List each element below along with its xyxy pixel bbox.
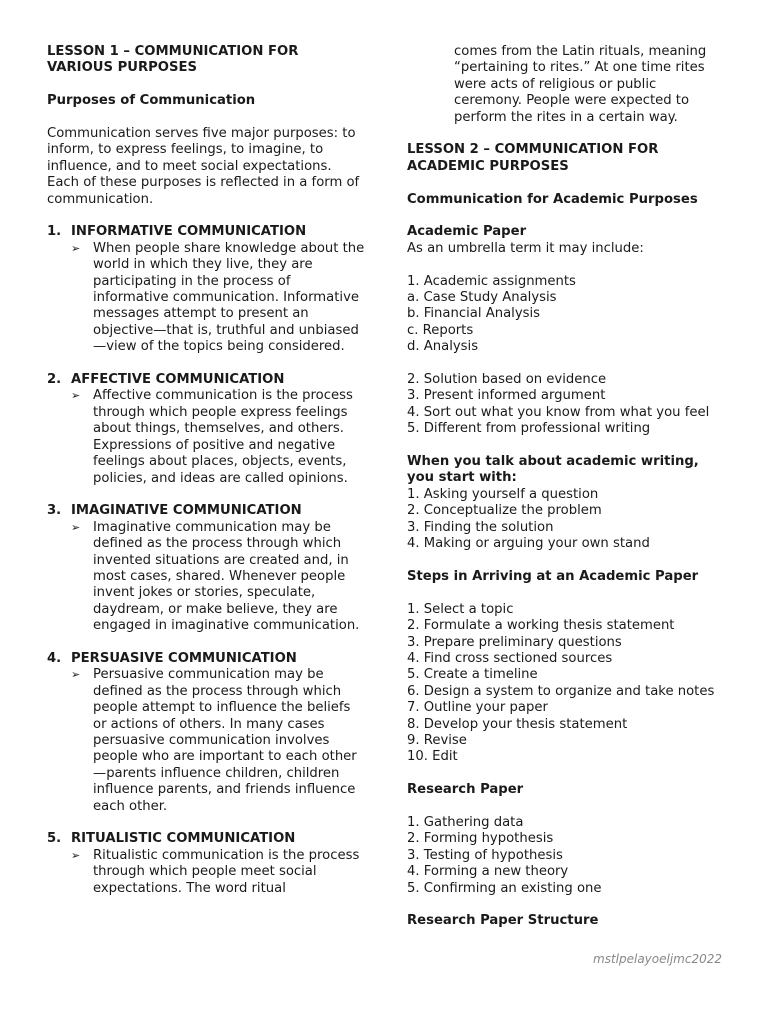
- left-column: [47, 44, 365, 897]
- arrow-bullet-icon: ➢: [71, 241, 81, 255]
- item-title: IMAGINATIVE COMMUNICATION: [71, 503, 302, 519]
- list-item: 3. Testing of hypothesis: [407, 847, 563, 863]
- purposes-heading: Purposes of Communication: [47, 93, 256, 109]
- list-item: [47, 651, 365, 815]
- list-item: 2. Formulate a working thesis statement: [407, 618, 675, 634]
- structure-heading: Research Paper Structure: [407, 913, 599, 929]
- list-item: 4. Forming a new theory: [407, 864, 569, 880]
- list-item: 5. Create a timeline: [407, 667, 538, 683]
- arrow-bullet-icon: ➢: [71, 668, 81, 682]
- item-number: 2.: [47, 372, 62, 388]
- list-item: 4. Sort out what you know from what you feel: [407, 404, 710, 420]
- list-item: 8. Develop your thesis statement: [407, 716, 628, 732]
- list-item: 7. Outline your paper: [407, 700, 548, 716]
- list-item: 2. Conceptualize the problem: [407, 503, 602, 519]
- item-number: 3.: [47, 503, 62, 519]
- item-title: AFFECTIVE COMMUNICATION: [71, 372, 285, 388]
- writing-heading: When you talk about academic writing, you start with:: [407, 454, 699, 486]
- right-column: [407, 44, 727, 930]
- academic-paper-heading: Academic Paper: [407, 224, 527, 240]
- item-text: Affective communication is the process through which people express feelings about things, themselves, and others. Expressions of positive and negative feelings about places, objects, events, policies, and ideas are called opinions.: [93, 388, 353, 486]
- item-text: When people share knowledge about the world in which they live, they are participating in the process of informative communication. Informative messages attempt to present an objective—that is, truthful and unbiased—view of the topics being considered.: [93, 240, 365, 355]
- list-item: 6. Design a system to organize and take notes: [407, 683, 715, 699]
- list-item: [47, 831, 365, 897]
- list-item: 3. Finding the solution: [407, 519, 554, 535]
- list-item: 1. Academic assignments: [407, 273, 576, 289]
- list-item: 10. Edit: [407, 749, 458, 765]
- list-item: 1. Gathering data: [407, 814, 524, 830]
- list-item: d. Analysis: [407, 339, 479, 355]
- list-item: 2. Solution based on evidence: [407, 372, 607, 388]
- lesson2-title: LESSON 2 – COMMUNICATION FOR ACADEMIC PURPOSES: [407, 142, 659, 174]
- footer-watermark: mstlpelayoeljmc2022: [593, 952, 722, 966]
- list-item: 5. Confirming an existing one: [407, 880, 602, 896]
- item-text: Ritualistic communication is the process through which people meet social expectations. The word ritual: [93, 847, 360, 896]
- list-item: c. Reports: [407, 322, 474, 338]
- list-item: 4. Making or arguing your own stand: [407, 536, 650, 552]
- item-title: INFORMATIVE COMMUNICATION: [71, 224, 307, 240]
- arrow-bullet-icon: ➢: [71, 520, 81, 534]
- list-item: 2. Forming hypothesis: [407, 831, 554, 847]
- arrow-bullet-icon: ➢: [71, 848, 81, 862]
- list-item: 9. Revise: [407, 732, 467, 748]
- item-title: PERSUASIVE COMMUNICATION: [71, 650, 297, 666]
- arrow-bullet-icon: ➢: [71, 389, 81, 403]
- ritual-continuation: comes from the Latin rituals, meaning “pertaining to rites.” At one time rites were acts of religious or public ceremony. People were expected to perform the rites in a certain way.: [454, 44, 707, 125]
- list-item: a. Case Study Analysis: [407, 290, 557, 306]
- item-title: RITUALISTIC COMMUNICATION: [71, 831, 296, 847]
- item-number: 4.: [47, 650, 62, 666]
- list-item: 1. Asking yourself a question: [407, 486, 599, 502]
- list-item: b. Financial Analysis: [407, 306, 541, 322]
- list-item: 3. Present informed argument: [407, 388, 606, 404]
- list-item: 1. Select a topic: [407, 601, 514, 617]
- cap-heading: Communication for Academic Purposes: [407, 191, 698, 207]
- list-item: 4. Find cross sectioned sources: [407, 650, 613, 666]
- item-number: 5.: [47, 831, 62, 847]
- item-text: Persuasive communication may be defined as the process through which people attempt to influence the beliefs or actions of others. In many cases persuasive communication involves people who are important to each other—parents influence children, children influence parents, and friends influence each other.: [93, 667, 357, 814]
- list-item: [47, 372, 365, 487]
- research-heading: Research Paper: [407, 782, 524, 798]
- umbrella-text: As an umbrella term it may include:: [407, 240, 644, 256]
- intro-paragraph: Communication serves five major purposes: to inform, to express feelings, to imagine, to influence, and to meet social expectations. Each of these purposes is reflected in a form of communication.: [47, 126, 360, 207]
- item-number: 1.: [47, 224, 62, 240]
- list-item: [47, 503, 365, 634]
- list-item: 3. Prepare preliminary questions: [407, 634, 622, 650]
- list-item: 5. Different from professional writing: [407, 421, 651, 437]
- lesson1-title: LESSON 1 – COMMUNICATION FOR VARIOUS PURPOSES: [47, 44, 299, 76]
- list-item: [47, 224, 365, 355]
- item-text: Imaginative communication may be defined as the process through which invented situations are created and, in most cases, shared. Whenever people invent jokes or stories, speculate, daydream, or make believe, they are engaged in imaginative communication.: [93, 519, 360, 634]
- steps-heading: Steps in Arriving at an Academic Paper: [407, 568, 699, 584]
